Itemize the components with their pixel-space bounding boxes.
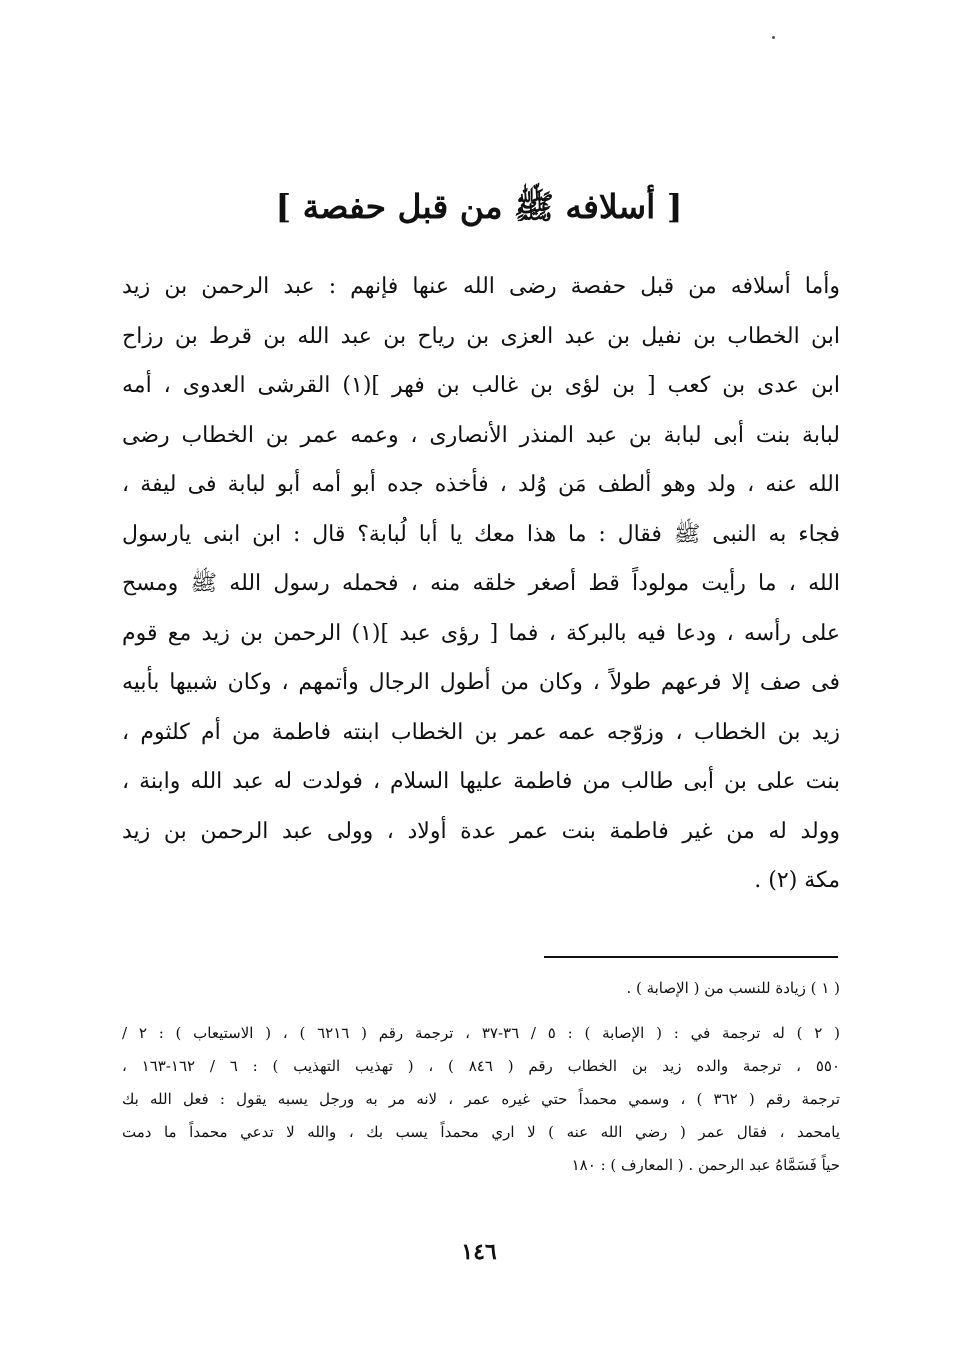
- scan-speck: [772, 36, 775, 39]
- paragraph-line: الله عنه ، ولد وهو ألطف مَن وُلد ، فأخذه جده أبو أمه أبو لبابة فى ليفة ،: [122, 472, 840, 497]
- paragraph-line: مكة (٢) .: [754, 868, 840, 893]
- main-paragraph: [122, 262, 840, 906]
- paragraph-line: الله ، ما رأيت مولوداً قط أصغر خلقه منه ، فحمله رسول الله ﷺ ومسح: [122, 571, 840, 596]
- footnote-2-line: حياً فَسَمَّاهُ عبد الرحمن . ( المعارف ) : ١٨٠: [571, 1156, 840, 1174]
- footnote-2-line: يامحمد ، فقال عمر ( رضي الله عنه ) لا اري محمداً يسب بك ، والله لا تدعي محمداً ما دمت: [122, 1123, 840, 1141]
- paragraph-line: ابن عدى بن كعب [ بن لؤى بن غالب بن فهر ](١) القرشى العدوى ، أمه: [122, 373, 840, 398]
- paragraph-line: ابن الخطاب بن نفيل بن عبد العزى بن رياح بن عبد الله بن قرط بن رزاح: [122, 323, 840, 349]
- footnote-2-line: ( ٢ ) له ترجمة في : ( الإصابة ) : ٥ / ٣٦-٣٧ ، ترجمة رقم ( ٦٢١٦ ) ، ( الاستيعاب ) : ٢ /: [122, 1024, 840, 1042]
- paragraph-line: وولد له من غير فاطمة بنت عمر عدة أولاد ، وولى عبد الرحمن بن زيد: [122, 818, 840, 844]
- paragraph-line: لبابة بنت أبى لبابة بن عبد المنذر الأنصارى ، وعمه عمر بن الخطاب رضى: [122, 422, 840, 448]
- footnote-spacer: [122, 1005, 840, 1017]
- paragraph-line: فجاء به النبى ﷺ فقال : ما هذا معك يا أبا لُبابة؟ قال : ابن ابنى يارسول: [122, 521, 840, 547]
- page-number: ١٤٦: [461, 1239, 497, 1265]
- footnote-divider: [544, 956, 838, 958]
- paragraph-line: بنت على بن أبى طالب من فاطمة عليها السلام ، فولدت له عبد الله وابنة ،: [122, 769, 840, 794]
- paragraph-line: وأما أسلافه من قبل حفصة رضى الله عنها فإنهم : عبد الرحمن بن زيد: [122, 274, 840, 299]
- footnotes: [122, 972, 840, 1182]
- section-heading: [ أسلافه ﷺ من قبل حفصة ]: [275, 187, 683, 226]
- footnote-2-line: ٥٥٠ ، ترجمة والده زيد بن الخطاب رقم ( ٨٤٦ ) ، ( تهذيب التهذيب ) : ٦ / ١٦٢-١٦٣ ،: [122, 1057, 841, 1075]
- paragraph-line: على رأسه ، ودعا فيه بالبركة ، فما [ رؤى عبد ](١) الرحمن بن زيد مع قوم: [122, 620, 840, 646]
- paragraph-line: زيد بن الخطاب ، وزوّجه عمه عمر بن الخطاب ابنته فاطمة من أم كلثوم ،: [122, 719, 840, 745]
- footnote-1: ( ١ ) زيادة للنسب من ( الإصابة ) .: [626, 979, 840, 997]
- paragraph-line: فى صف إلا فرعهم طولاً ، وكان من أطول الرجال وأتمهم ، وكان شبيها بأبيه: [122, 670, 840, 695]
- footnote-2-line: ترجمة رقم ( ٣٦٢ ) ، وسمي محمداً حتي غيره عمر ، لانه مر به ورجل يسبه يقول : فعل الله بك: [122, 1090, 840, 1108]
